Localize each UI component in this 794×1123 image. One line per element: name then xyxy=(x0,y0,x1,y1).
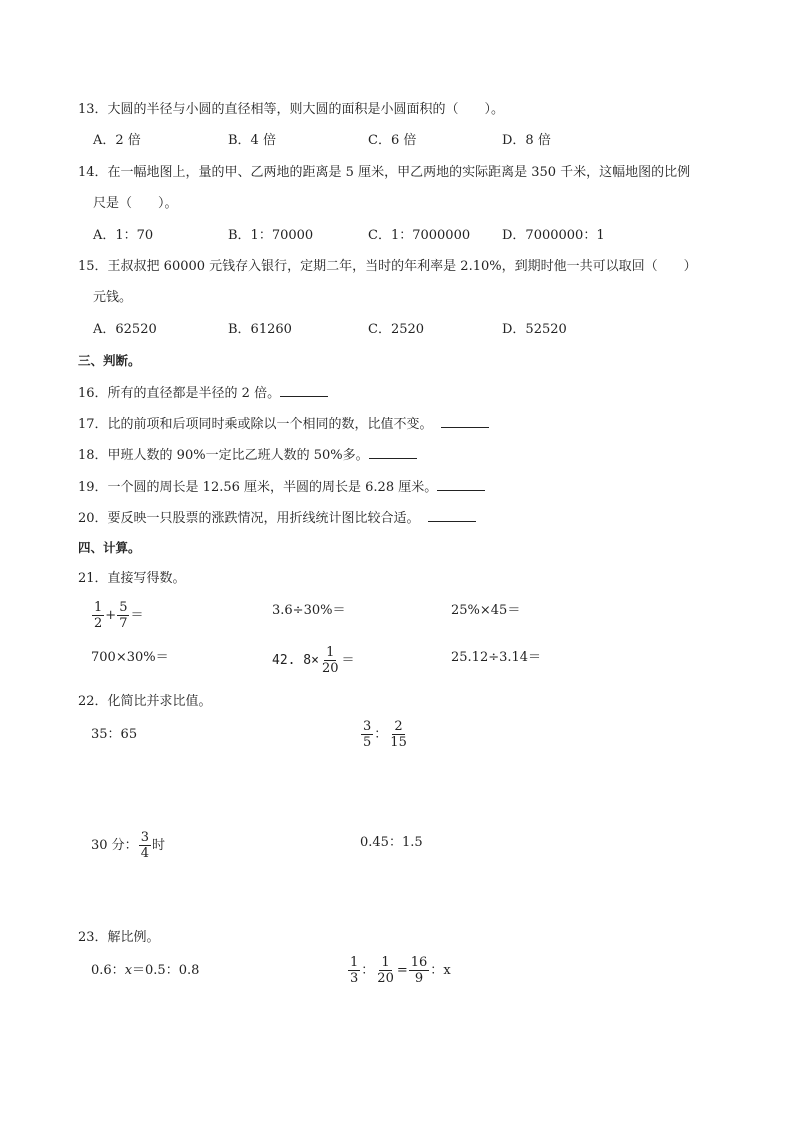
fraction xyxy=(409,955,430,986)
question-17-stem: 17．比的前项和后项同时乘或除以一个相同的数，比值不变。 xyxy=(78,417,433,432)
expression-prefix: 42. 8× xyxy=(272,652,319,668)
q21-expression-4: 700×30%＝ xyxy=(91,650,169,665)
equals-sign: = xyxy=(396,962,408,978)
answer-blank[interactable] xyxy=(369,446,417,459)
denominator: 20 xyxy=(377,971,394,986)
question-21-stem: 21．直接写得数。 xyxy=(78,571,186,586)
question-16-stem: 16．所有的直径都是半径的 2 倍。 xyxy=(78,386,281,401)
q22-expression-4: 0.45：1.5 xyxy=(360,835,423,850)
denominator: 7 xyxy=(119,616,128,631)
question-19 xyxy=(78,478,485,496)
q22-expression-2 xyxy=(360,719,410,750)
question-14-stem-line2: 尺是（ ）。 xyxy=(93,196,178,211)
q22-expression-3 xyxy=(91,830,165,861)
question-22-stem: 22．化简比并求比值。 xyxy=(78,694,212,709)
q14-option-c: C．1：7000000 xyxy=(368,228,471,243)
answer-blank[interactable] xyxy=(428,509,476,522)
question-15-stem-line1: 15．王叔叔把 60000 元钱存入银行，定期二年，当时的年利率是 2.10%，到期时他一共可以取回（ ） xyxy=(78,259,697,274)
fraction xyxy=(92,600,104,631)
ratio-right: ＝0.5：0.8 xyxy=(132,963,200,978)
q13-option-c: C．6 倍 xyxy=(368,133,417,148)
numerator: 16 xyxy=(410,955,428,970)
q21-expression-1 xyxy=(91,600,143,631)
equals-sign: ＝ xyxy=(341,652,355,668)
q21-expression-5 xyxy=(272,645,355,676)
q15-option-c: C．2520 xyxy=(368,322,425,337)
denominator: 4 xyxy=(140,846,149,861)
ratio-colon: ： xyxy=(374,726,388,742)
q15-option-d: D．52520 xyxy=(502,322,567,337)
fraction xyxy=(320,645,341,676)
q23-expression-2 xyxy=(347,955,451,986)
q13-option-b: B．4 倍 xyxy=(228,133,276,148)
numerator: 1 xyxy=(326,645,335,660)
ratio-colon: ： xyxy=(361,962,375,978)
q22-expression-1: 35：65 xyxy=(91,727,138,742)
question-18-stem: 18．甲班人数的 90%一定比乙班人数的 50%多。 xyxy=(78,448,369,463)
q15-option-b: B．61260 xyxy=(228,322,292,337)
fraction xyxy=(348,955,360,986)
answer-blank[interactable] xyxy=(441,415,489,428)
numerator: 1 xyxy=(94,600,103,615)
question-23-stem: 23．解比例。 xyxy=(78,930,160,945)
denominator: 2 xyxy=(94,616,103,631)
question-20 xyxy=(78,509,476,527)
numerator: 5 xyxy=(119,600,128,615)
question-18 xyxy=(78,446,417,464)
denominator: 20 xyxy=(321,661,339,676)
answer-blank[interactable] xyxy=(280,384,328,397)
denominator: 9 xyxy=(414,971,424,986)
question-14-stem-line1: 14．在一幅地图上，量的甲、乙两地的距离是 5 厘米，甲乙两地的实际距离是 350 千米，这幅地图的比例 xyxy=(78,165,691,180)
fraction xyxy=(388,719,409,750)
equals-sign: ＝ xyxy=(130,607,144,623)
q13-option-a: A．2 倍 xyxy=(93,133,141,148)
expression-prefix: 30 分： xyxy=(91,837,138,853)
answer-blank[interactable] xyxy=(437,478,485,491)
unit-hour: 时 xyxy=(151,837,165,853)
question-19-stem: 19．一个圆的周长是 12.56 厘米，半圆的周长是 6.28 厘米。 xyxy=(78,480,438,495)
section-calculation-heading: 四、计算。 xyxy=(78,540,141,555)
fraction xyxy=(139,830,151,861)
numerator: 3 xyxy=(140,830,149,845)
unknown-x: x xyxy=(443,962,451,978)
question-20-stem: 20．要反映一只股票的涨跌情况，用折线统计图比较合适。 xyxy=(78,511,420,526)
ratio-left: 0.6： xyxy=(91,963,125,978)
q23-expression-1 xyxy=(91,963,199,979)
q13-option-d: D．8 倍 xyxy=(502,133,551,148)
q15-option-a: A．62520 xyxy=(93,322,157,337)
unknown-x: x xyxy=(124,963,133,978)
section-judgement-heading: 三、判断。 xyxy=(78,353,141,368)
denominator: 15 xyxy=(390,735,407,750)
numerator: 1 xyxy=(350,955,359,970)
question-13-stem: 13．大圆的半径与小圆的直径相等，则大圆的面积是小圆面积的（ ）。 xyxy=(78,102,505,117)
question-15-stem-line2: 元钱。 xyxy=(93,290,133,305)
question-17 xyxy=(78,415,489,433)
question-16 xyxy=(78,384,328,402)
q21-expression-6: 25.12÷3.14＝ xyxy=(451,650,542,665)
plus-sign: + xyxy=(105,607,117,623)
q21-expression-3: 25%×45＝ xyxy=(451,603,521,618)
numerator: 3 xyxy=(363,719,372,734)
q14-option-b: B．1：70000 xyxy=(228,228,314,243)
q14-option-a: A．1：70 xyxy=(93,228,154,243)
fraction xyxy=(361,719,373,750)
ratio-colon: ： xyxy=(430,962,444,978)
denominator: 5 xyxy=(363,735,372,750)
numerator: 2 xyxy=(394,719,403,734)
q14-option-d: D．7000000：1 xyxy=(502,228,605,243)
fraction xyxy=(117,600,129,631)
numerator: 1 xyxy=(381,955,390,970)
fraction xyxy=(375,955,396,986)
denominator: 3 xyxy=(350,971,359,986)
q21-expression-2: 3.6÷30%＝ xyxy=(272,603,346,618)
